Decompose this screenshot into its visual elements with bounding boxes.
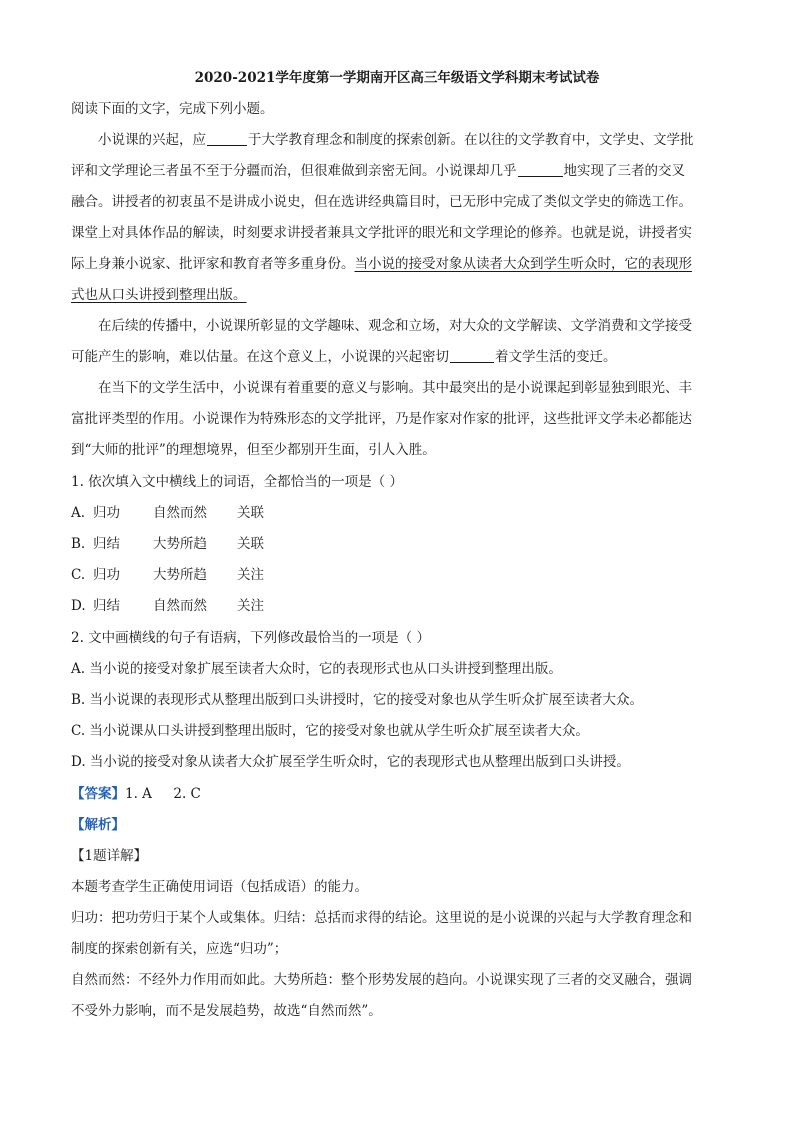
- underlined-sentence: 式也从口头讲授到整理出版。: [71, 287, 247, 303]
- passage-line: 到“大师的批评”的理想境界，但至少都别开生面，引人入胜。: [71, 442, 436, 458]
- passage-line: 在当下的文学生活中，小说课有着重要的意义与影响。其中最突出的是小说课起到彰显独到眼光、丰: [98, 380, 692, 396]
- page-title: 2020-2021学年度第一学期南开区高三年级语文学科期末考试试卷: [194, 70, 600, 86]
- detail-line: 制度的探索创新有关，应选“归功”；: [71, 941, 288, 957]
- passage-text: 地实现了三者的交叉: [563, 163, 685, 179]
- passage-text: 评和文学理论三者虽不至于分疆而治，但很难做到亲密无间。小说课却几乎: [71, 163, 517, 179]
- underlined-sentence: 当小说的接受对象从读者大众到学生听众时，它的表现形: [354, 256, 692, 272]
- q1-option-d: D. 归结 自然而然 关注: [71, 598, 264, 614]
- answer-tag: 【答案】: [71, 786, 125, 802]
- passage-line: [71, 254, 692, 274]
- fill-blank-2: [518, 162, 563, 177]
- question-2-stem: 2. 文中画横线的句子有语病，下列修改最恰当的一项是（ ）: [71, 630, 430, 646]
- passage-line: [71, 161, 685, 181]
- q2-option-d: D. 当小说的接受对象从读者大众扩展至学生听众时，它的表现形式也从整理出版到口头讲授。: [71, 754, 630, 770]
- q2-option-b: B. 当小说课的表现形式从整理出版到口头讲授时，它的接受对象也从学生听众扩展至读者大众。: [71, 692, 644, 708]
- passage-text: 于大学教育理念和制度的探索创新。在以往的文学教育中，文学史、文学批: [248, 132, 694, 148]
- q1-option-c: C. 归功 大势所趋 关注: [71, 567, 264, 583]
- passage-line: 融合。讲授者的初衷虽不是讲成小说史，但在选讲经典篇目时，已无形中完成了类似文学史的筛选工作。: [71, 194, 692, 210]
- answer-text: 1. A 2. C: [125, 786, 201, 802]
- passage-text: 际上身兼小说家、批评家和教育者等多重身份。: [71, 256, 355, 272]
- detail-line: 自然而然：不经外力作用而如此。大势所趋：整个形势发展的趋向。小说课实现了三者的交叉融合，强调: [71, 972, 692, 988]
- passage-text: 着文学生活的变迁。: [495, 349, 617, 365]
- question-1-stem: 1. 依次填入文中横线上的词语，全都恰当的一项是（ ）: [71, 474, 403, 490]
- passage-line: 富批评类型的作用。小说课作为特殊形态的文学批评，乃是作家对作家的批评，这些批评文学未必都能达: [71, 411, 692, 427]
- analysis-line: [71, 815, 125, 835]
- answer-line: [71, 784, 201, 804]
- q1-option-a: A. 归功 自然而然 关联: [71, 505, 264, 521]
- detail-line: 归功：把功劳归于某个人或集体。归结：总括而求得的结论。这里说的是小说课的兴起与大学教育理念和: [71, 910, 692, 926]
- instruction: 阅读下面的文字，完成下列小题。: [71, 101, 274, 117]
- q2-option-c: C. 当小说课从口头讲授到整理出版时，它的接受对象也就从学生听众扩展至读者大众。: [71, 723, 589, 739]
- q1-option-b: B. 归结 大势所趋 关联: [71, 536, 264, 552]
- passage-line: 在后续的传播中，小说课所彰显的文学趣味、观念和立场，对大众的文学解读、文学消费和文学接受: [98, 318, 692, 334]
- detail-line: 本题考查学生正确使用词语（包括成语）的能力。: [71, 879, 368, 895]
- analysis-tag: 【解析】: [71, 817, 125, 833]
- passage-text: 可能产生的影响，难以估量。在这个意义上，小说课的兴起密切: [71, 349, 449, 365]
- passage-line: [71, 285, 247, 305]
- passage-line: [98, 130, 694, 150]
- detail-heading: 【1题详解】: [71, 848, 148, 864]
- passage-text: 小说课的兴起，应: [98, 132, 206, 148]
- detail-line: 不受外力影响，而不是发展趋势，故选“自然而然”。: [71, 1003, 382, 1019]
- fill-blank-3: [450, 348, 494, 363]
- fill-blank-1: [207, 131, 247, 146]
- passage-line: 课堂上对具体作品的解读，时刻要求讲授者兼具文学批评的眼光和文学理论的修养。也就是说，讲授者实: [71, 225, 692, 241]
- q2-option-a: A. 当小说的接受对象扩展至读者大众时，它的表现形式也从口头讲授到整理出版。: [71, 661, 562, 677]
- passage-line: [71, 347, 617, 367]
